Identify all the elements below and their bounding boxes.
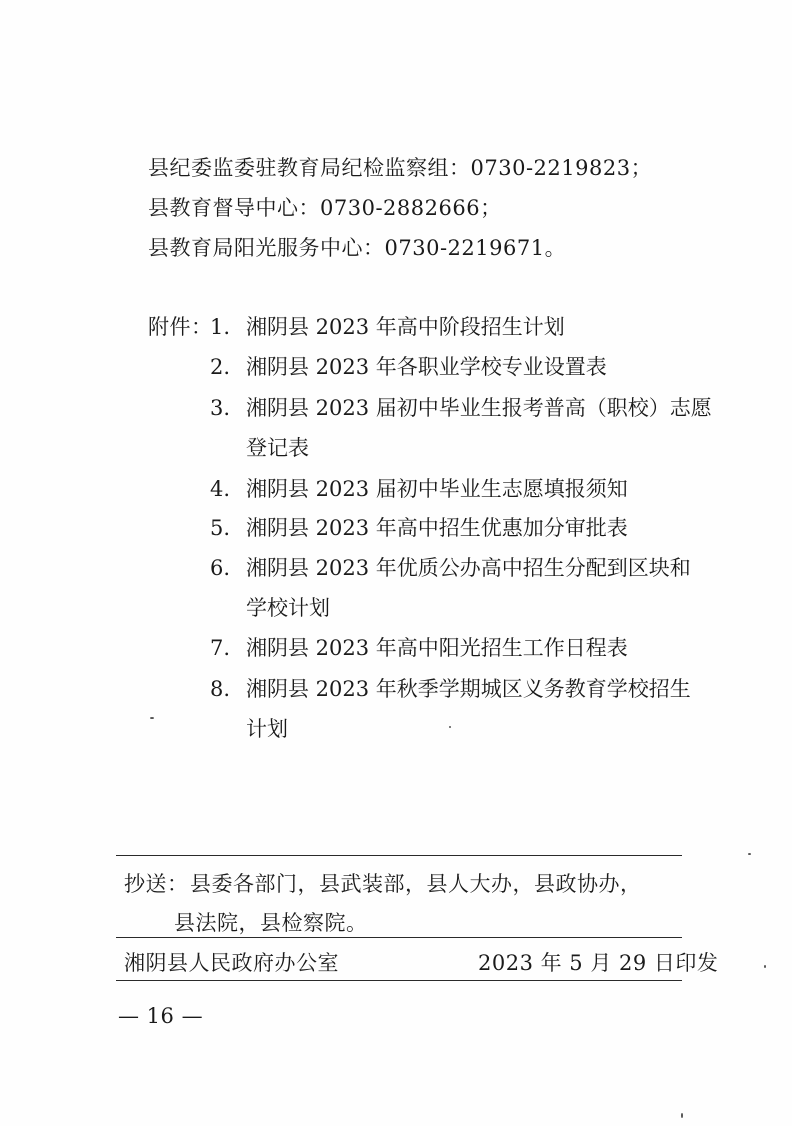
attachment-title: 湘阴县 2023 年高中阶段招生计划: [246, 315, 565, 339]
contact-line-supervision: 县教育督导中心：0730-2882666；: [148, 196, 502, 220]
cc-recipients-line-2: 县法院，县检察院。: [174, 911, 368, 935]
scan-speck: [681, 1113, 683, 1118]
attachment-title-continued: 计划: [246, 717, 288, 741]
attachment-number: 4.: [210, 477, 231, 501]
footer-middle-rule: [116, 937, 682, 938]
cc-recipients-line-1: 县委各部门，县武装部，县人大办，县政协办，: [190, 872, 642, 896]
attachment-title: 湘阴县 2023 年高中招生优惠加分审批表: [246, 516, 628, 540]
scan-speck: [764, 965, 766, 968]
attachment-title-continued: 学校计划: [246, 596, 330, 620]
attachment-title: 湘阴县 2023 年高中阳光招生工作日程表: [246, 636, 628, 660]
attachment-title: 湘阴县 2023 年秋季学期城区义务教育学校招生: [246, 677, 691, 701]
issue-date: 2023 年 5 月 29 日印发: [478, 951, 719, 975]
scan-speck: [449, 726, 451, 728]
footer-bottom-rule: [116, 980, 682, 981]
contact-line-service-center: 县教育局阳光服务中心：0730-2219671。: [148, 236, 567, 260]
attachment-title: 湘阴县 2023 年优质公办高中招生分配到区块和: [246, 556, 691, 580]
attachment-number: 1.: [210, 315, 231, 339]
scan-speck: [150, 717, 154, 719]
cc-label: 抄送：: [124, 872, 189, 896]
attachment-title-continued: 登记表: [246, 436, 309, 460]
contact-line-discipline: 县纪委监委驻教育局纪检监察组：0730-2219823；: [148, 156, 653, 180]
attachment-number: 8.: [210, 677, 231, 701]
attachment-number: 7.: [210, 636, 231, 660]
attachment-number: 3.: [210, 396, 231, 420]
attachment-number: 2.: [210, 355, 231, 379]
attachments-label: 附件：: [148, 315, 213, 339]
page-number: — 16 —: [118, 1004, 204, 1028]
attachment-number: 5.: [210, 516, 231, 540]
issuing-office: 湘阴县人民政府办公室: [124, 951, 339, 975]
attachment-title: 湘阴县 2023 届初中毕业生报考普高（职校）志愿: [246, 396, 712, 420]
attachment-title: 湘阴县 2023 年各职业学校专业设置表: [246, 355, 607, 379]
scan-speck: [748, 853, 751, 855]
attachment-number: 6.: [210, 556, 231, 580]
attachment-title: 湘阴县 2023 届初中毕业生志愿填报须知: [246, 477, 628, 501]
footer-top-rule: [116, 855, 682, 856]
